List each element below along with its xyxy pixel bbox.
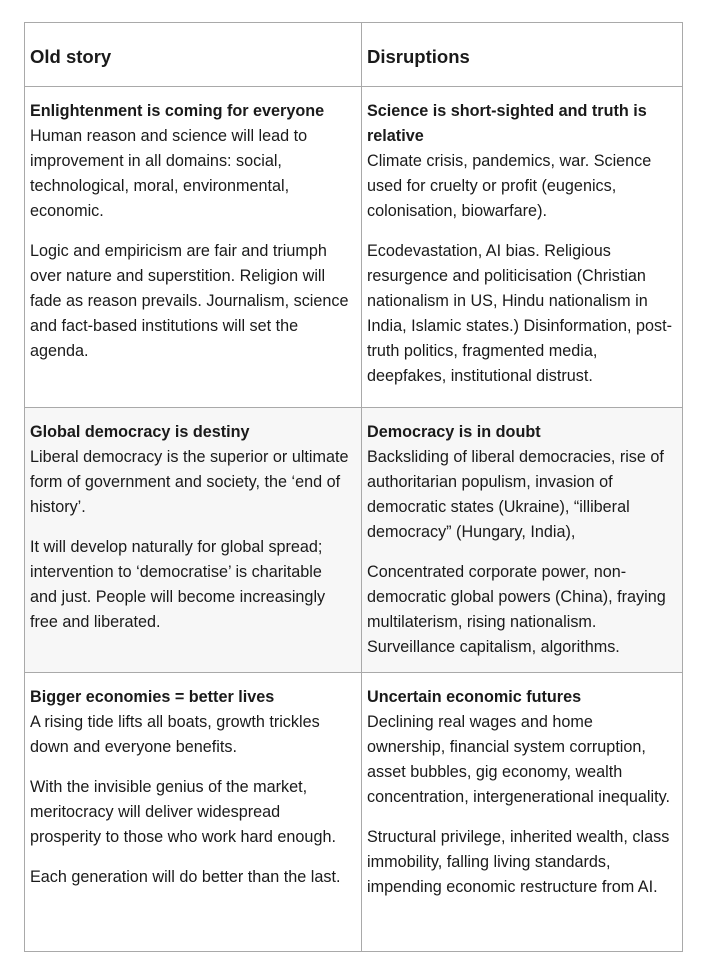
cell-paragraph: Structural privilege, inherited wealth, class immobility, falling living standards, impending economic restructure from AI. xyxy=(367,828,670,896)
cell-paragraph: With the invisible genius of the market, meritocracy will deliver widespread prosperity to those who work hard enough. xyxy=(30,778,336,846)
comparison-table xyxy=(24,22,683,952)
table-row xyxy=(25,673,683,952)
table-header-row xyxy=(25,23,683,87)
cell-paragraph: Climate crisis, pandemics, war. Science used for cruelty or profit (eugenics, colonisation, biowarfare). xyxy=(367,152,652,220)
cell-paragraph: Backsliding of liberal democracies, rise of authoritarian populism, invasion of democratic states (Ukraine), “illiberal democracy” (Hungary, India), xyxy=(367,448,664,541)
cell-heading: Uncertain economic futures xyxy=(367,688,582,706)
old-story-cell xyxy=(25,673,362,952)
disruptions-cell xyxy=(362,87,683,408)
cell-paragraph: Liberal democracy is the superior or ultimate form of government and society, the ‘end of history’. xyxy=(30,448,349,516)
table-row xyxy=(25,408,683,673)
cell-heading: Democracy is in doubt xyxy=(367,423,541,441)
cell-paragraph: Each generation will do better than the last. xyxy=(30,868,341,886)
old-story-cell xyxy=(25,87,362,408)
cell-heading: Global democracy is destiny xyxy=(30,423,250,441)
cell-paragraph: Logic and empiricism are fair and triumph over nature and superstition. Religion will fade as reason prevails. Journalism, science and fact-based institutions will set the agenda. xyxy=(30,242,349,360)
cell-paragraph: Declining real wages and home ownership, financial system corruption, asset bubbles, gig economy, wealth concentration, intergenerational inequality. xyxy=(367,713,670,806)
disruptions-cell xyxy=(362,408,683,673)
cell-paragraph: Ecodevastation, AI bias. Religious resurgence and politicisation (Christian nationalism in US, Hindu nationalism in India, Islamic states.) Disinformation, post-truth politics, fragmented media, deepfakes, institutional distrust. xyxy=(367,242,672,385)
table-row xyxy=(25,87,683,408)
cell-heading: Science is short-sighted and truth is relative xyxy=(367,102,647,145)
header-old-story: Old story xyxy=(25,23,362,87)
header-disruptions: Disruptions xyxy=(362,23,683,87)
comparison-table-container xyxy=(24,22,682,952)
cell-paragraph: Human reason and science will lead to improvement in all domains: social, technological, moral, environmental, economic. xyxy=(30,127,308,220)
cell-paragraph: A rising tide lifts all boats, growth trickles down and everyone benefits. xyxy=(30,713,320,756)
cell-paragraph: It will develop naturally for global spread; intervention to ‘democratise’ is charitable and just. People will become increasingly free and liberated. xyxy=(30,538,326,631)
old-story-cell xyxy=(25,408,362,673)
cell-heading: Bigger economies = better lives xyxy=(30,688,275,706)
cell-paragraph: Concentrated corporate power, non-democratic global powers (China), fraying multilaterism, rising nationalism. Surveillance capitalism, algorithms. xyxy=(367,563,666,656)
cell-heading: Enlightenment is coming for everyone xyxy=(30,102,325,120)
disruptions-cell xyxy=(362,673,683,952)
